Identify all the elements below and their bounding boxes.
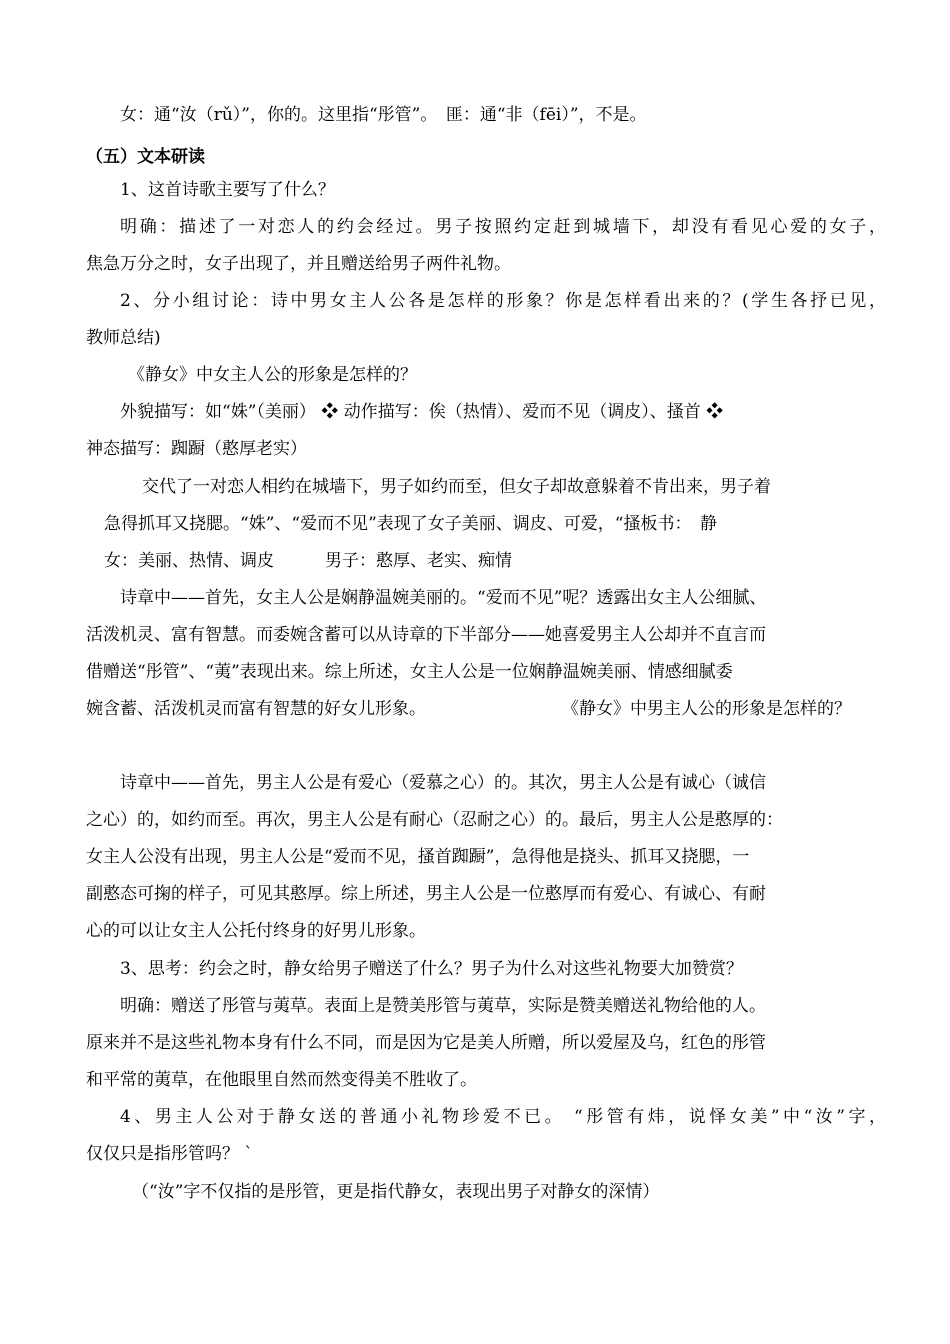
description-line-2: 神态描写：踟蹰（憨厚老实） xyxy=(86,439,307,459)
section-heading: （五）文本研读 xyxy=(86,147,205,167)
question-1: 1、这首诗歌主要写了什么？ xyxy=(120,180,335,200)
annotation-line: 女：通“汝（rǔ）”，你的。这里指“彤管”。 匪：通“非（fēi）”，不是。 xyxy=(120,105,647,125)
question-2-line-1: 2、分小组讨论：诗中男女主人公各是怎样的形象？你是怎样看出来的？(学生各抒已见， xyxy=(120,291,886,311)
hero-analysis-line-5: 心的可以让女主人公托付终身的好男儿形象。 xyxy=(86,921,426,941)
summary-line-1: 交代了一对恋人相约在城墙下，男子如约而至，但女子却故意躲着不肯出来，男子着 xyxy=(142,477,771,497)
hero-analysis-line-2: 之心）的，如约而至。再次，男主人公是有耐心（忍耐之心）的。最后，男主人公是憨厚的： xyxy=(86,810,783,830)
answer-4: （“汝”字不仅指的是彤管，更是指代静女，表现出男子对静女的深情） xyxy=(132,1182,660,1202)
heroine-analysis-line-3: 借赠送“彤管”、“荑”表现出来。综上所述，女主人公是一位娴静温婉美丽、情感细腻委 xyxy=(86,662,733,682)
heroine-question: 《静女》中女主人公的形象是怎样的？ xyxy=(128,365,417,385)
heroine-analysis-line-4: 婉含蓄、活泼机灵而富有智慧的好女儿形象。 xyxy=(86,699,426,719)
hero-analysis-line-1: 诗章中——首先，男主人公是有爱心（爱慕之心）的。其次，男主人公是有诚心（诚信 xyxy=(120,773,766,793)
answer-1-line-2: 焦急万分之时，女子出现了，并且赠送给男子两件礼物。 xyxy=(86,254,511,274)
question-4-line-1: 4、男主人公对于静女送的普通小礼物珍爱不已。 “彤管有炜，说怿女美”中“汝”字， xyxy=(120,1107,886,1127)
hero-analysis-line-3: 女主人公没有出现，男主人公是“爱而不见，搔首踟蹰”，急得他是挠头、抓耳又挠腮，一 xyxy=(86,847,750,867)
answer-3-line-3: 和平常的荑草，在他眼里自然而然变得美不胜收了。 xyxy=(86,1070,477,1090)
heroine-analysis-line-1: 诗章中——首先，女主人公是娴静温婉美丽的。“爱而不见”呢？透露出女主人公细腻、 xyxy=(120,588,767,608)
answer-3-line-2: 原来并不是这些礼物本身有什么不同，而是因为它是美人所赠，所以爱屋及乌，红色的彤管 xyxy=(86,1033,766,1053)
hero-question: 《静女》中男主人公的形象是怎样的？ xyxy=(562,699,851,719)
answer-3-line-1: 明确：赠送了彤管与荑草。表面上是赞美彤管与荑草，实际是赞美赠送礼物给他的人。 xyxy=(120,996,766,1016)
question-2-line-2: 教师总结) xyxy=(86,328,161,348)
heroine-analysis-line-2: 活泼机灵、富有智慧。而委婉含蓄可以从诗章的下半部分——她喜爱男主人公却并不直言而 xyxy=(86,625,766,645)
answer-1-line-1: 明确：描述了一对恋人的约会经过。男子按照约定赶到城墙下，却没有看见心爱的女子， xyxy=(120,217,886,237)
description-line-1: 外貌描写：如“姝”（美丽） ❖ 动作描写：俟（热情）、爱而不见（调皮）、搔首 ❖ xyxy=(120,402,724,422)
summary-line-2: 急得抓耳又挠腮。“姝”、“爱而不见”表现了女子美丽、调皮、可爱，“搔板书： 静 xyxy=(104,514,717,534)
hero-analysis-line-4: 副憨态可掬的样子，可见其憨厚。综上所述，男主人公是一位憨厚而有爱心、有诚心、有耐 xyxy=(86,884,766,904)
question-3: 3、思考：约会之时，静女给男子赠送了什么？男子为什么对这些礼物要大加赞赏？ xyxy=(120,959,743,979)
question-4-line-2: 仅仅只是指彤管吗？ ` xyxy=(86,1144,253,1164)
board-notes: 女：美丽、热情、调皮 男子：憨厚、老实、痴情 xyxy=(104,551,512,571)
